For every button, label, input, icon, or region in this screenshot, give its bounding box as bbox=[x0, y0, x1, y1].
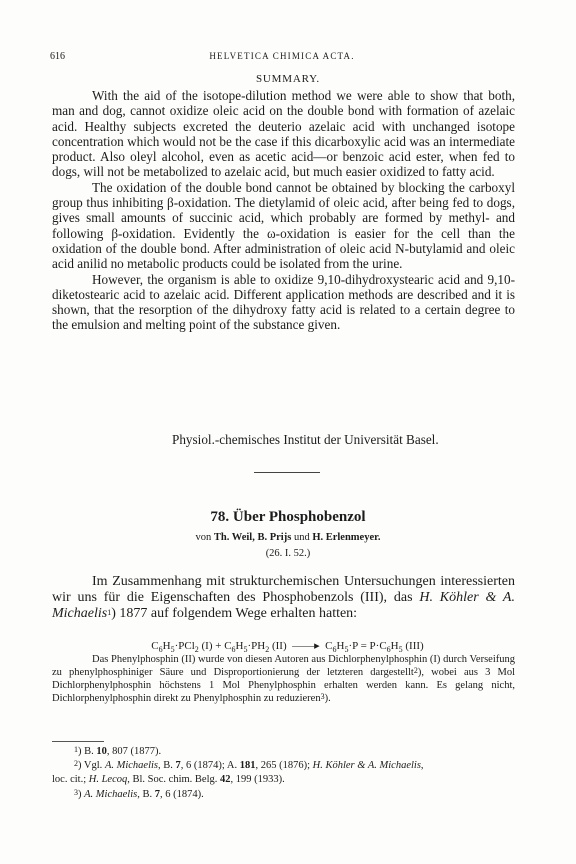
footnote-ref-3: 3 bbox=[320, 691, 325, 701]
footnote-number: 2 bbox=[74, 759, 78, 769]
formula-sub: 5 bbox=[170, 645, 175, 655]
footnotes bbox=[52, 745, 515, 802]
footnote-text: , B. bbox=[158, 760, 176, 772]
formula-part: (III) bbox=[402, 640, 424, 652]
authors-names-2: H. Erlenmeyer. bbox=[312, 532, 381, 543]
formula-sub: 6 bbox=[158, 645, 163, 655]
small-text-3: ). bbox=[324, 692, 331, 704]
intro-cited-authors: H. Köhler & A. Michaelis bbox=[52, 589, 515, 621]
footnote-2-continued bbox=[52, 773, 515, 787]
small-paragraph bbox=[52, 654, 515, 706]
formula-part: H bbox=[336, 640, 345, 652]
formula-part: C bbox=[325, 640, 333, 652]
intro-text-2: ) 1877 auf folgendem Wege erhalten hatten: bbox=[111, 605, 358, 621]
summary-paragraph-1: With the aid of the isotope-dilution method we were able to show that both, man and dog, cannot oxidize oleic acid on the double bond with formation of azelaic acid. Healthy subjects excreted the deuterio azelaic acid with unchanged isotope concentration which would not be the case if this dicarboxylic acid was an intermediate product. Also oleyl alcohol, even as acetic acid—or benzoic acid ester, when fed to dogs, will not be metabolized to azelaic acid, but much easier oxidized to fatty acid. bbox=[52, 88, 515, 180]
footnote-text: , 199 (1933). bbox=[230, 774, 285, 786]
footnote-3 bbox=[52, 788, 515, 802]
journal-name: HELVETICA CHIMICA ACTA. bbox=[209, 51, 355, 61]
running-header bbox=[50, 51, 514, 65]
summary-paragraph-3: However, the organism is able to oxidize 9,10-dihydroxystearic acid and 9,10-diketostearic acid to azelaic acid. Different application methods are described and it is shown, that the resorption of the dihydroxy fatty acid is related to a certain degree to the emulsion and melting point of the substance given. bbox=[52, 271, 515, 333]
formula-part: (II) bbox=[269, 640, 287, 652]
footnote-1 bbox=[52, 745, 515, 759]
footnote-text: loc. cit.; bbox=[52, 774, 89, 786]
article-authors bbox=[0, 531, 576, 545]
page-number: 616 bbox=[50, 51, 65, 62]
formula-sub: 5 bbox=[344, 645, 349, 655]
footnote-volume: 42 bbox=[220, 774, 231, 786]
summary-heading: SUMMARY. bbox=[256, 73, 320, 85]
footnote-author: A. Michaelis bbox=[84, 788, 138, 800]
footnote-text: , 807 (1877). bbox=[106, 746, 162, 757]
footnote-volume: 7 bbox=[154, 788, 160, 800]
footnote-text: ) Vgl. bbox=[78, 760, 105, 772]
footnote-author: A. Michaelis bbox=[104, 760, 159, 772]
article-date: (26. I. 52.) bbox=[265, 548, 311, 559]
article-intro bbox=[52, 574, 515, 621]
formula-part: C bbox=[151, 640, 159, 652]
summary-paragraph-2: The oxidation of the double bond cannot be obtained by blocking the carboxyl group thus inhibiting β-oxidation. The dietylamid of oleic acid, after being fed to dogs, gives small amounts of succinic acid, which probably are formed by methyl- and following β-oxidation. Evidently the ω-oxidation is easier for the cell than the oxidation of the double bond. After administration of oleic acid N-butylamid and oleic acid anilid no metabolic products could be isolated from the urine. bbox=[52, 179, 515, 272]
formula-part: H bbox=[390, 640, 399, 652]
footnote-text: , bbox=[420, 760, 424, 772]
authors-und: und bbox=[293, 532, 310, 543]
formula-part: ·PCl bbox=[174, 640, 195, 652]
footnote-text: , 6 (1874). bbox=[159, 788, 204, 800]
formula-sub: 5 bbox=[398, 645, 403, 655]
authors-prefix: von bbox=[195, 532, 212, 543]
formula-sub: 2 bbox=[194, 645, 199, 655]
intro-text-1: Im Zusammenhang mit strukturchemischen Untersuchungen interessierten wir uns für die Eigenschaften des Phosphobenzols (III), das bbox=[52, 574, 515, 605]
formula-sub: 6 bbox=[332, 645, 337, 655]
footnote-ref-2: 2 bbox=[413, 665, 418, 675]
formula-part: H bbox=[162, 640, 171, 652]
reaction-arrow: ——▸ bbox=[292, 640, 320, 652]
footnote-author: H. Lecoq bbox=[88, 774, 128, 786]
footnote-volume: 181 bbox=[239, 760, 256, 772]
formula-part: (I) + C bbox=[198, 640, 232, 652]
footnote-text: , B. bbox=[137, 788, 155, 800]
footnote-text: , 6 (1874); A. bbox=[180, 760, 240, 772]
footnote-number: 1 bbox=[74, 745, 78, 754]
formula-sub: 2 bbox=[265, 645, 270, 655]
formula-part: H bbox=[235, 640, 244, 652]
formula-sub: 6 bbox=[386, 645, 391, 655]
footnote-text: , Bl. Soc. chim. Belg. bbox=[127, 774, 220, 786]
footnote-volume: 7 bbox=[175, 760, 181, 772]
footnote-author: H. Köhler & A. Michaelis bbox=[312, 760, 421, 772]
formula-sub: 6 bbox=[231, 645, 236, 655]
formula-part: ·P = P·C bbox=[348, 640, 387, 652]
footnote-text: , 265 (1876); bbox=[255, 760, 313, 772]
footnote-divider bbox=[52, 741, 104, 742]
formula-part: ·PH bbox=[247, 640, 266, 652]
formula-sub: 5 bbox=[243, 645, 248, 655]
footnote-number: 3 bbox=[74, 787, 78, 797]
institute-affiliation: Physiol.-chemisches Institut der Universität Basel. bbox=[172, 432, 439, 447]
footnote-2 bbox=[52, 759, 515, 773]
reaction-equation bbox=[60, 639, 515, 653]
footnote-text: ) bbox=[78, 788, 85, 800]
small-text-1: Das Phenylphosphin (II) wurde von diesen Autoren aus Dichlorphenylphosphin (I) durch Verseifung zu phenylphosphiniger Säure und Disproportionierung der letzteren dargestellt bbox=[52, 654, 515, 678]
summary-body bbox=[52, 88, 515, 333]
footnote-text: ) B. bbox=[78, 746, 97, 757]
footnote-volume: 10 bbox=[96, 746, 107, 757]
intro-paragraph bbox=[52, 574, 515, 621]
authors-names-1: Th. Weil, B. Prijs bbox=[213, 532, 292, 543]
footnote-ref-1: 1 bbox=[107, 607, 112, 617]
article-title: 78. Über Phosphobenzol bbox=[210, 509, 366, 525]
small-text-2: ), wobei aus 3 Mol Dichlorphenylphosphin höchstens 1 Mol Phenylphosphin erhalten werden kann. Es gelang nicht, Dichlorphenylphosphin direkt zu Phenylphosphin zu reduzieren bbox=[52, 666, 515, 704]
small-print-paragraph bbox=[52, 654, 515, 706]
section-divider bbox=[254, 472, 320, 473]
